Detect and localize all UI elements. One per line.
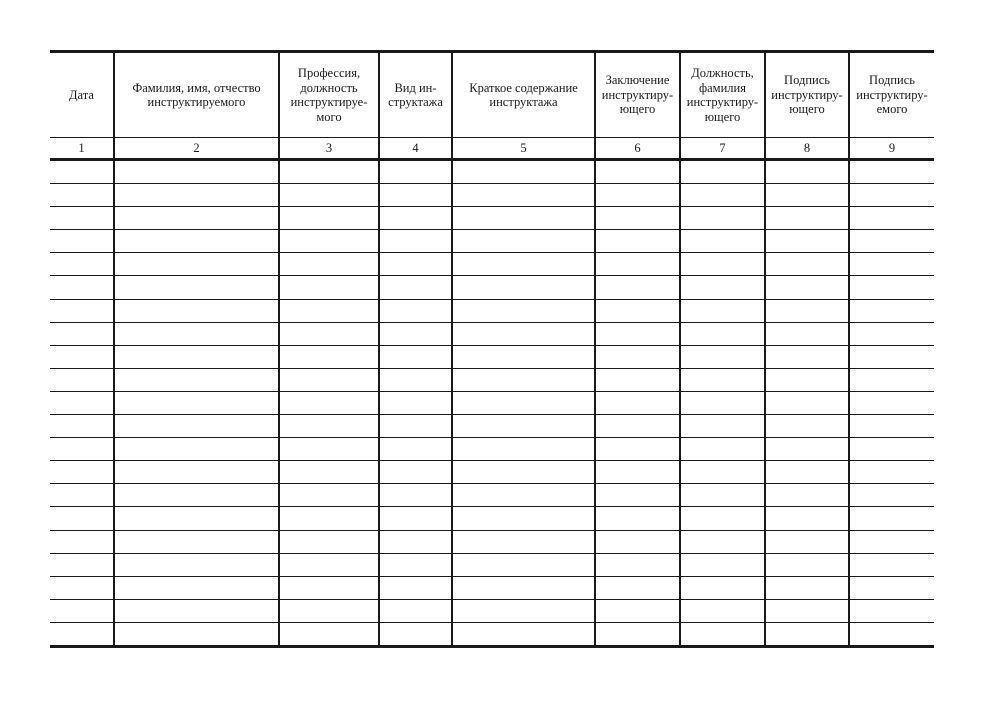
table-cell — [680, 484, 765, 507]
table-cell — [114, 184, 279, 207]
table-cell — [114, 530, 279, 553]
table-cell — [50, 415, 114, 438]
table-cell — [279, 230, 379, 253]
table-cell — [379, 576, 452, 599]
table-cell — [50, 576, 114, 599]
table-row — [50, 507, 934, 530]
table-cell — [452, 438, 595, 461]
table-cell — [114, 230, 279, 253]
table-cell — [765, 461, 849, 484]
table-cell — [680, 507, 765, 530]
table-row — [50, 415, 934, 438]
table-cell — [680, 253, 765, 276]
column-number: 4 — [379, 138, 452, 160]
table-cell — [849, 530, 934, 553]
table-cell — [114, 253, 279, 276]
table-cell — [849, 484, 934, 507]
table-cell — [452, 184, 595, 207]
table-cell — [765, 276, 849, 299]
table-cell — [379, 461, 452, 484]
table-cell — [765, 415, 849, 438]
table-cell — [279, 207, 379, 230]
table-cell — [849, 345, 934, 368]
header-trainee-signature: Подпись инструктиру- емого — [849, 52, 934, 138]
table-cell — [114, 576, 279, 599]
table-cell — [452, 622, 595, 646]
table-cell — [765, 599, 849, 622]
table-cell — [114, 622, 279, 646]
table-cell — [849, 415, 934, 438]
table-row — [50, 322, 934, 345]
table-cell — [452, 299, 595, 322]
table-cell — [452, 207, 595, 230]
table-cell — [680, 207, 765, 230]
table-cell — [379, 299, 452, 322]
table-cell — [114, 391, 279, 414]
column-number: 5 — [452, 138, 595, 160]
table-cell — [50, 253, 114, 276]
table-cell — [379, 415, 452, 438]
column-number: 1 — [50, 138, 114, 160]
table-cell — [379, 160, 452, 184]
table-cell — [50, 622, 114, 646]
table-cell — [50, 484, 114, 507]
table-cell — [452, 230, 595, 253]
table-cell — [50, 438, 114, 461]
header-date: Дата — [50, 52, 114, 138]
table-cell — [595, 599, 680, 622]
table-cell — [765, 253, 849, 276]
table-cell — [849, 207, 934, 230]
table-cell — [765, 322, 849, 345]
table-cell — [849, 230, 934, 253]
table-cell — [595, 391, 680, 414]
table-cell — [379, 184, 452, 207]
table-cell — [765, 438, 849, 461]
table-cell — [680, 622, 765, 646]
table-cell — [50, 160, 114, 184]
table-cell — [849, 438, 934, 461]
table-cell — [279, 507, 379, 530]
table-cell — [114, 507, 279, 530]
header-instructor-position: Должность, фамилия инструктиру- ющего — [680, 52, 765, 138]
table-cell — [452, 276, 595, 299]
table-cell — [765, 160, 849, 184]
table-cell — [595, 160, 680, 184]
table-cell — [680, 599, 765, 622]
table-cell — [50, 553, 114, 576]
table-row — [50, 438, 934, 461]
table-cell — [765, 484, 849, 507]
table-cell — [114, 438, 279, 461]
table-row — [50, 599, 934, 622]
table-row — [50, 622, 934, 646]
table-cell — [50, 345, 114, 368]
table-cell — [279, 484, 379, 507]
table-cell — [114, 207, 279, 230]
table-cell — [50, 391, 114, 414]
table-cell — [680, 299, 765, 322]
table-cell — [680, 368, 765, 391]
table-cell — [849, 461, 934, 484]
table-cell — [379, 207, 452, 230]
table-cell — [849, 368, 934, 391]
table-cell — [114, 299, 279, 322]
header-instructor-conclusion: Заключение инструктиру- ющего — [595, 52, 680, 138]
table-cell — [279, 461, 379, 484]
table-cell — [849, 507, 934, 530]
table-cell — [452, 415, 595, 438]
table-cell — [379, 253, 452, 276]
table-cell — [452, 322, 595, 345]
table-cell — [595, 253, 680, 276]
table-cell — [765, 345, 849, 368]
table-cell — [50, 322, 114, 345]
table-cell — [114, 322, 279, 345]
table-cell — [114, 276, 279, 299]
table-row — [50, 576, 934, 599]
table-cell — [452, 391, 595, 414]
table-cell — [680, 530, 765, 553]
column-number: 2 — [114, 138, 279, 160]
table-cell — [680, 415, 765, 438]
table-cell — [849, 553, 934, 576]
table-cell — [680, 276, 765, 299]
table-cell — [849, 391, 934, 414]
column-number: 8 — [765, 138, 849, 160]
table-cell — [595, 368, 680, 391]
table-cell — [279, 576, 379, 599]
table-row — [50, 230, 934, 253]
table-cell — [379, 622, 452, 646]
table-cell — [849, 576, 934, 599]
table-cell — [50, 368, 114, 391]
table-cell — [765, 576, 849, 599]
table-cell — [279, 253, 379, 276]
table-cell — [849, 322, 934, 345]
table-cell — [765, 391, 849, 414]
table-cell — [680, 553, 765, 576]
table-cell — [849, 253, 934, 276]
table-cell — [849, 299, 934, 322]
table-cell — [680, 160, 765, 184]
column-number: 9 — [849, 138, 934, 160]
table-cell — [114, 415, 279, 438]
table-row — [50, 160, 934, 184]
table-cell — [680, 391, 765, 414]
table-cell — [765, 368, 849, 391]
table-cell — [279, 622, 379, 646]
table-row — [50, 276, 934, 299]
header-instructor-signature: Подпись инструктиру- ющего — [765, 52, 849, 138]
header-instruction-summary: Краткое содержание инструктажа — [452, 52, 595, 138]
table-cell — [114, 368, 279, 391]
table-cell — [379, 438, 452, 461]
table-cell — [50, 507, 114, 530]
table-cell — [765, 184, 849, 207]
table-cell — [849, 622, 934, 646]
table-cell — [680, 184, 765, 207]
table-cell — [50, 299, 114, 322]
instruction-journal-table — [50, 50, 934, 648]
table-cell — [50, 230, 114, 253]
table-cell — [452, 599, 595, 622]
table-cell — [279, 299, 379, 322]
table-cell — [595, 415, 680, 438]
table-cell — [279, 345, 379, 368]
table-cell — [765, 622, 849, 646]
table-cell — [452, 530, 595, 553]
table-row — [50, 345, 934, 368]
table-cell — [452, 160, 595, 184]
table-cell — [765, 530, 849, 553]
table-cell — [452, 576, 595, 599]
table-cell — [595, 207, 680, 230]
table-cell — [595, 230, 680, 253]
table-row — [50, 207, 934, 230]
table-cell — [680, 322, 765, 345]
column-number: 6 — [595, 138, 680, 160]
table-cell — [680, 345, 765, 368]
table-cell — [114, 553, 279, 576]
table-cell — [50, 276, 114, 299]
table-cell — [765, 207, 849, 230]
table-cell — [680, 438, 765, 461]
table-cell — [379, 507, 452, 530]
table-cell — [680, 576, 765, 599]
table-cell — [279, 599, 379, 622]
table-cell — [279, 415, 379, 438]
table-row — [50, 184, 934, 207]
table-row — [50, 484, 934, 507]
table-cell — [114, 484, 279, 507]
table-row — [50, 253, 934, 276]
table-cell — [595, 484, 680, 507]
table-cell — [279, 553, 379, 576]
table-cell — [765, 553, 849, 576]
table-row — [50, 530, 934, 553]
table-cell — [765, 230, 849, 253]
table-cell — [452, 368, 595, 391]
table-cell — [379, 391, 452, 414]
table-cell — [595, 553, 680, 576]
table-cell — [379, 322, 452, 345]
header-trainee-position: Профессия, должность инструктируе- мого — [279, 52, 379, 138]
table-cell — [279, 322, 379, 345]
table-row — [50, 553, 934, 576]
table-cell — [595, 438, 680, 461]
table-cell — [279, 160, 379, 184]
table-cell — [595, 345, 680, 368]
table-cell — [452, 484, 595, 507]
table-row — [50, 391, 934, 414]
table-cell — [279, 438, 379, 461]
table-cell — [595, 299, 680, 322]
table-cell — [114, 461, 279, 484]
column-number: 7 — [680, 138, 765, 160]
header-row — [50, 52, 934, 138]
table-cell — [50, 530, 114, 553]
table-body — [50, 160, 934, 647]
table-cell — [595, 276, 680, 299]
header-instruction-type: Вид ин- структажа — [379, 52, 452, 138]
table-cell — [379, 599, 452, 622]
table-cell — [452, 507, 595, 530]
table-row — [50, 299, 934, 322]
header-trainee-name: Фамилия, имя, отчество инструктируемого — [114, 52, 279, 138]
table-cell — [279, 391, 379, 414]
table-cell — [452, 461, 595, 484]
table-cell — [379, 368, 452, 391]
table-cell — [379, 230, 452, 253]
table-cell — [595, 184, 680, 207]
table-cell — [680, 461, 765, 484]
table-row — [50, 368, 934, 391]
table-cell — [279, 184, 379, 207]
table-cell — [379, 276, 452, 299]
table-cell — [849, 599, 934, 622]
table-cell — [114, 599, 279, 622]
table-cell — [595, 461, 680, 484]
table-cell — [114, 160, 279, 184]
table-cell — [595, 322, 680, 345]
table-cell — [50, 207, 114, 230]
table-cell — [452, 345, 595, 368]
column-number-row — [50, 138, 934, 160]
table-cell — [50, 461, 114, 484]
table-cell — [452, 553, 595, 576]
table-cell — [279, 276, 379, 299]
table-cell — [595, 507, 680, 530]
table-cell — [379, 484, 452, 507]
table-cell — [279, 368, 379, 391]
table-cell — [50, 184, 114, 207]
table-cell — [680, 230, 765, 253]
table-cell — [379, 530, 452, 553]
table-cell — [379, 345, 452, 368]
table-cell — [279, 530, 379, 553]
table-cell — [595, 622, 680, 646]
table-cell — [849, 276, 934, 299]
table-cell — [849, 184, 934, 207]
table-cell — [114, 345, 279, 368]
table-row — [50, 461, 934, 484]
table-cell — [595, 530, 680, 553]
table-cell — [849, 160, 934, 184]
table-cell — [765, 507, 849, 530]
table-cell — [50, 599, 114, 622]
table-cell — [452, 253, 595, 276]
table-cell — [379, 553, 452, 576]
table-cell — [595, 576, 680, 599]
table-cell — [765, 299, 849, 322]
column-number: 3 — [279, 138, 379, 160]
